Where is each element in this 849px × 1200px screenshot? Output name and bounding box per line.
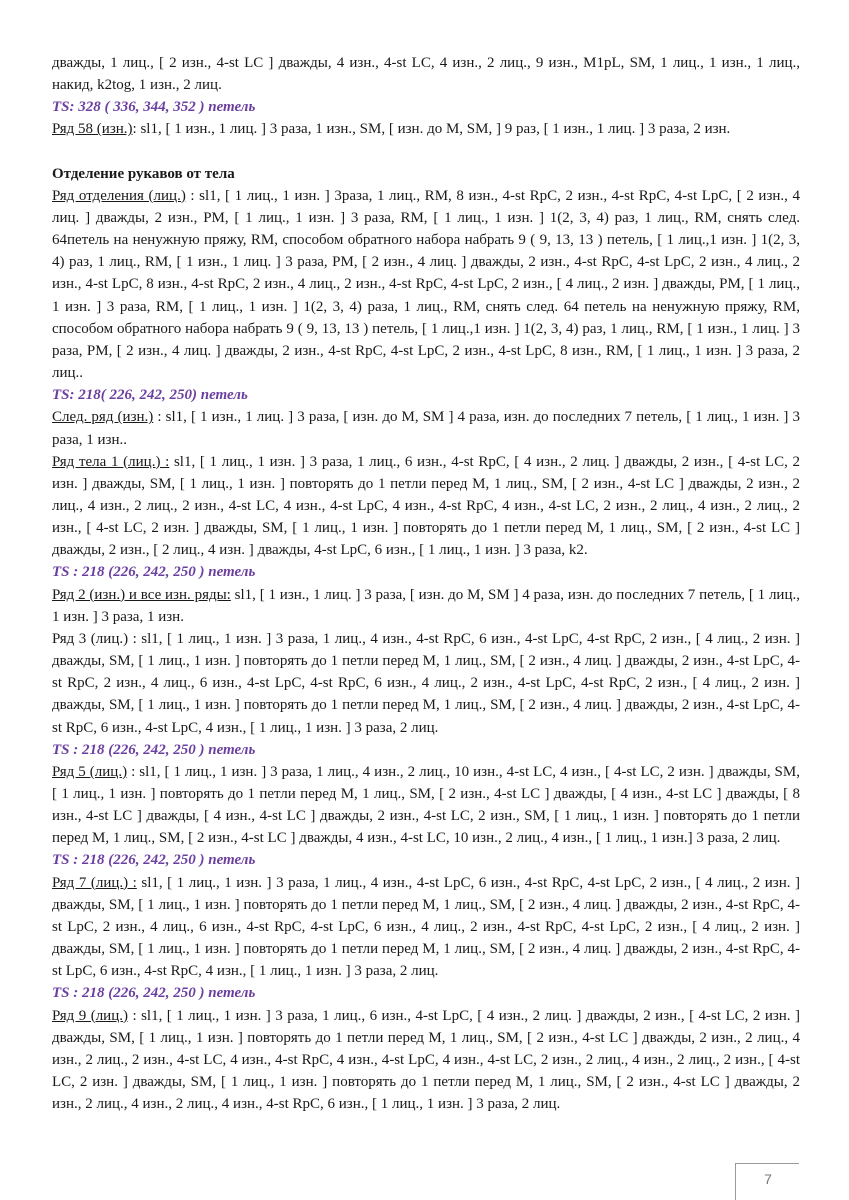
row-label: Ряд 7 (лиц.) : bbox=[52, 874, 137, 891]
page-number: 7 bbox=[764, 1171, 772, 1187]
row-label: Ряд отделения (лиц.) bbox=[52, 187, 186, 204]
row-label: Ряд 5 (лиц.) bbox=[52, 763, 128, 780]
row-text: : sl1, [ 1 изн., 1 лиц. ] 3 раза, 1 изн., SM, [ изн. до M, SM, ] 9 раз, [ 1 изн., 1 лиц. ] 3 раза, 2 изн. bbox=[132, 121, 731, 138]
row-3-instruction bbox=[52, 628, 800, 739]
page-number-box bbox=[735, 1163, 799, 1200]
section-heading: Отделение рукавов от тела bbox=[52, 165, 235, 182]
row-label: Ряд тела 1 (лиц.) : bbox=[52, 453, 170, 470]
row-label: Ряд 9 (лиц.) bbox=[52, 1007, 128, 1024]
row-label: След. ряд (изн.) bbox=[52, 409, 154, 426]
row-5-instruction bbox=[52, 761, 800, 850]
row-text: : sl1, [ 1 изн., 1 лиц. ] 3 раза, [ изн. до M, SM ] 4 раза, изн. до последних 7 петель, [ 1 лиц., 1 изн. ] 3 раза, 1 изн.. bbox=[52, 409, 800, 448]
row-text: sl1, [ 1 лиц., 1 изн. ] 3 раза, 1 лиц., 4 изн., 4-st LpC, 6 изн., 4-st RpC, 4-st LpC, 2 изн., [ 4 лиц., 2 изн. ] дважды, SM, [ 1 лиц., 1 изн. ] повторять до 1 петли перед M, 1 лиц., SM, [ 2 изн., 4 лиц. ] дважды, 2 изн., 4-st RpC, 4-st LpC, 2 изн., 4 лиц., 6 изн., 4-st RpC, 4-st LpC, 6 изн., 4 лиц., 2 изн., 4-st RpC, 4-st LpC, 2 изн., [ 4 лиц., 2 изн. ] дважды, SM, [ 1 лиц., 1 изн. ] повторять до 1 петли перед M, 1 лиц., SM, [ 2 изн., 4 лиц. ] дважды, 2 изн., 4-st RpC, 4-st LpC, 6 изн., 4-st RpC, 4 изн., [ 1 лиц., 1 изн. ] 3 раза, 2 лиц. bbox=[52, 874, 801, 980]
paragraph-continuation bbox=[52, 52, 800, 96]
row-text: Ряд 3 (лиц.) : sl1, [ 1 лиц., 1 изн. ] 3 раза, 1 лиц., 4 изн., 4-st RpC, 6 изн., 4-st LpC, 4-st RpC, 2 изн., [ 4 лиц., 2 изн. ] дважды, SM, [ 1 лиц., 1 изн. ] повторять до 1 петли перед M, 1 лиц., SM, [ 2 изн., 4 лиц. ] дважды, 2 изн., 4-st LpC, 4-st RpC, 2 изн., 4 лиц., 6 изн., 4-st LpC, 4-st RpC, 6 изн., 4 лиц., 2 изн., 4-st LpC, 4-st RpC, 2 изн., [ 4 лиц., 2 изн. ] дважды, SM, [ 1 лиц., 1 изн. ] повторять до 1 петли перед M, 1 лиц., SM, [ 2 изн., 4 лиц. ] дважды, 2 изн., 4-st LpC, 4-st RpC, 6 изн., 4-st LpC, 4 изн., [ 1 лиц., 1 изн. ] 3 раза, 2 лиц. bbox=[52, 630, 801, 736]
row-label: Ряд 58 (изн.) bbox=[52, 121, 133, 138]
row-58-instruction bbox=[52, 118, 800, 140]
stitch-count: TS: 218( 226, 242, 250) петель bbox=[52, 387, 248, 404]
row-text: sl1, [ 1 изн., 1 лиц. ] 3 раза, [ изн. до M, SM ] 4 раза, изн. до последних 7 петель, [ 1 лиц., 1 изн. ] 3 раза, 1 изн. bbox=[52, 586, 800, 625]
stitch-count: TS: 328 ( 336, 344, 352 ) петель bbox=[52, 99, 256, 116]
row-text: sl1, [ 1 лиц., 1 изн. ] 3 раза, 1 лиц., 6 изн., 4-st RpC, [ 4 изн., 2 лиц. ] дважды, 2 изн., [ 4-st LC, 2 изн. ] дважды, SM, [ 1 лиц., 1 изн. ] повторять до 1 петли перед M, 1 лиц., SM, [ 2 изн., 4-st LC ] дважды, 2 изн., 2 лиц., 4 изн., 2 лиц., 2 изн., 4-st LC, 4 изн., 4-st LpC, 4 изн., 4-st RpC, 4 изн., 4-st LC, 2 изн., 2 лиц., 4 изн., 2 лиц., 2 изн., [ 4-st LC, 2 изн. ] дважды, SM, [ 1 лиц., 1 изн. ] повторять до 1 петли перед M, 1 лиц., SM, [ 2 изн., 4-st LC ] дважды, 2 изн., [ 2 лиц., 4 изн. ] дважды, 4-st LpC, 6 изн., [ 1 лиц., 1 изн. ] 3 раза, k2. bbox=[52, 453, 801, 559]
stitch-count: TS : 218 (226, 242, 250 ) петель bbox=[52, 564, 256, 581]
row-label: Ряд 2 (изн.) и все изн. ряды: bbox=[52, 586, 231, 603]
stitch-count: TS : 218 (226, 242, 250 ) петель bbox=[52, 985, 256, 1002]
next-row-instruction bbox=[52, 406, 800, 450]
row-text: : sl1, [ 1 лиц., 1 изн. ] 3 раза, 1 лиц., 6 изн., 4-st LpC, [ 4 изн., 2 лиц. ] дважды, 2 изн., [ 4-st LC, 2 изн. ] дважды, SM, [ 1 лиц., 1 изн. ] повторять до 1 петли перед M, 1 лиц., SM, [ 2 изн., 4-st LC ] дважды, 2 изн., 2 лиц., 4 изн., 2 лиц., 2 изн., 4-st LC, 4 изн., 4-st RpC, 4 изн., 4-st LpC, 4 изн., 4-st LC, 2 изн., 2 лиц., 4 изн., 2 лиц., 2 изн., [ 4-st LC, 2 изн. ] дважды, SM, [ 1 лиц., 1 изн. ] повторять до 1 петли перед M, 1 лиц., SM, [ 2 изн., 4-st LC ] дважды, 2 изн., 2 лиц., 4 изн., 2 лиц., 4 изн., 4-st RpC, 6 изн., [ 1 лиц., 1 изн. ] 3 раза, 2 лиц. bbox=[52, 1007, 800, 1113]
row-text: : sl1, [ 1 лиц., 1 изн. ] 3 раза, 1 лиц., 4 изн., 2 лиц., 10 изн., 4-st LC, 4 изн., [ 4-st LC, 2 изн. ] дважды, SM, [ 1 лиц., 1 изн. ] повторять до 1 петли перед M, 1 лиц., SM, [ 2 изн., 4-st LC ] дважды, [ 4 изн., 4-st LC ] дважды, [ 8 изн., 4-st LC ] дважды, [ 4 изн., 4-st LC ] дважды, 2 изн., 4-st LC, 2 изн., SM, [ 1 лиц., 1 изн. ] повторять до 1 петли перед M, 1 лиц., SM, [ 2 изн., 4-st LC ] дважды, 4 изн., 4-st LC, 10 изн., 2 лиц., 4 изн., [ 1 лиц., 1 изн.] 3 раза, 2 лиц. bbox=[52, 763, 800, 847]
row-text: : sl1, [ 1 лиц., 1 изн. ] 3раза, 1 лиц., RM, 8 изн., 4-st RpC, 2 изн., 4-st RpC, 4-st LpC, [ 2 изн., 4 лиц. ] дважды, 2 изн., PM, [ 1 лиц., 1 изн. ] 3 раза, RM, [ 1 лиц., 1 изн. ] 1(2, 3, 4) раз, 1 лиц., RM, снять след. 64петель на ненужную пряжу, RM, способом обратного набора набрать 9 ( 9, 13, 13 ) петель, [ 1 лиц.,1 изн. ] 1(2, 3, 4) раз, 1 лиц., RM, [ 1 изн., 1 лиц. ] 3 раза, PM, [ 2 изн., 4 лиц. ] дважды, 2 изн., 4-st RpC, 4-st LpC, 2 изн., 4 лиц., 2 изн., 4-st LpC, 8 изн., 4-st RpC, 2 изн., 4 лиц., 2 изн., 4-st RpC, 4-st LpC, 2 изн., [ 4 лиц., 2 изн. ] дважды, PM, [ 1 лиц., 1 изн. ] 3 раза, RM, [ 1 лиц., 1 изн. ] 1(2, 3, 4) раза, 1 лиц., RM, снять след. 64 петель на ненужную пряжу, RM, способом обратного набора набрать 9 ( 9, 13, 13 ) петель, [ 1 лиц.,1 изн. ] 1(2, 3, 4) раз, 1 лиц., RM, [ 1 изн., 1 лиц. ] 3 раза, PM, [ 2 изн., 4 лиц. ] дважды, 2 изн., 4-st RpC, 4-st LpC, 2 изн., 4-st LpC, 8 изн., RM, [ 1 лиц., 1 изн. ] 3 раза, 2 лиц.. bbox=[52, 187, 800, 382]
section-spacer bbox=[52, 141, 800, 163]
stitch-count: TS : 218 (226, 242, 250 ) петель bbox=[52, 741, 256, 758]
separation-row-instruction bbox=[52, 185, 800, 384]
row-2-instruction bbox=[52, 584, 800, 628]
stitch-count: TS : 218 (226, 242, 250 ) петель bbox=[52, 852, 256, 869]
pattern-text bbox=[52, 52, 800, 1115]
row-7-instruction bbox=[52, 872, 800, 983]
body-row-1-instruction bbox=[52, 451, 800, 562]
row-9-instruction bbox=[52, 1005, 800, 1116]
paragraph-text: дважды, 1 лиц., [ 2 изн., 4-st LC ] дважды, 4 изн., 4-st LC, 4 изн., 2 лиц., 9 изн., M1pL, SM, 1 лиц., 1 изн., 1 лиц., накид, k2tog, 1 изн., 2 лиц. bbox=[52, 55, 800, 94]
